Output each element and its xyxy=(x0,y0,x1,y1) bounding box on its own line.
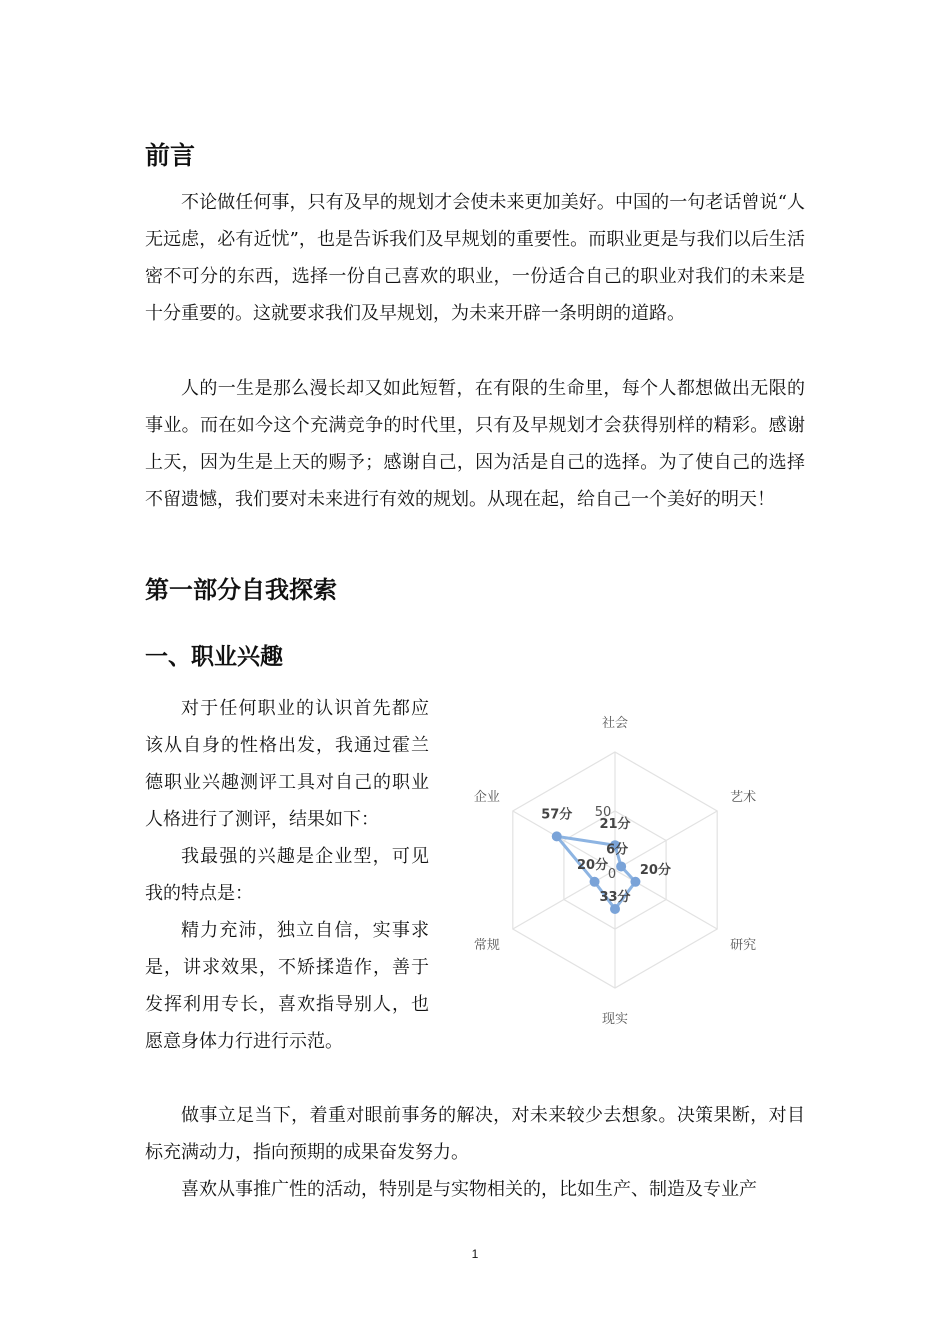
radar-axis-label: 企业 xyxy=(473,790,500,805)
radar-axis-label: 艺术 xyxy=(730,790,757,805)
radar-ring-label-0: 0 xyxy=(607,867,617,882)
page-number: 1 xyxy=(471,1247,479,1261)
radar-value-label: 33分 xyxy=(599,889,631,905)
interest-paragraph-1: 对于任何职业的认识首先都应该从自身的性格出发，我通过霍兰德职业兴趣测评工具对自己的职业人格进行了测评，结果如下： xyxy=(145,698,429,830)
radar-point-2 xyxy=(630,877,640,887)
interest-paragraph-3: 精力充沛，独立自信，实事求是，讲求效果，不矫揉造作，善于发挥利用专长，喜欢指导别人，也愿意身体力行进行示范。 xyxy=(145,920,429,1052)
interest-paragraph-5: 喜欢从事推广性的活动，特别是与实物相关的，比如生产、制造及专业产 xyxy=(181,1179,757,1200)
radar-axis-label: 研究 xyxy=(730,938,757,953)
radar-point-3 xyxy=(610,904,620,914)
interest-paragraph-2: 我最强的兴趣是企业型，可见我的特点是： xyxy=(145,846,429,904)
radar-value-label: 6分 xyxy=(606,842,629,858)
radar-value-label: 20分 xyxy=(639,862,671,878)
section1-heading: 一、职业兴趣 xyxy=(145,644,283,670)
interest-text-full xyxy=(145,1097,805,1208)
radar-axis-label: 常规 xyxy=(473,938,500,953)
radar-axis-label: 现实 xyxy=(601,1012,629,1027)
preface-paragraph-2: 人的一生是那么漫长却又如此短暂，在有限的生命里，每个人都想做出无限的事业。而在如今这个充满竞争的时代里，只有及早规划才会获得别样的精彩。感谢上天，因为生是上天的赐予；感谢自己，因为活是自己的选择。为了使自己的选择不留遗憾，我们要对未来进行有效的规划。从现在起，给自己一个美好的明天！ xyxy=(145,378,805,510)
interest-paragraph-4: 做事立足当下，着重对眼前事务的解决，对未来较少去想象。决策果断，对目标充满动力，指向预期的成果奋发努力。 xyxy=(145,1105,805,1163)
preface-heading: 前言 xyxy=(145,141,196,170)
part1-heading: 第一部分自我探索 xyxy=(145,576,337,604)
radar-ring-label-50: 50 xyxy=(594,805,612,820)
radar-value-label: 20分 xyxy=(577,857,609,873)
radar-value-label: 21分 xyxy=(599,817,631,833)
radar-value-label: 57分 xyxy=(541,807,573,823)
radar-axis-label: 社会 xyxy=(601,716,629,731)
radar-point-5 xyxy=(552,831,562,841)
radar-point-4 xyxy=(590,877,600,887)
preface-paragraph-1: 不论做任何事，只有及早的规划才会使未来更加美好。中国的一句老话曾说“人无远虑，必有近忧”，也是告诉我们及早规划的重要性。而职业更是与我们以后生活密不可分的东西，选择一份自己喜欢的职业，一份适合自己的职业对我们的未来是十分重要的。这就要求我们及早规划，为未来开辟一条明朗的道路。 xyxy=(145,192,805,324)
interest-text-column xyxy=(145,690,429,1060)
radar-svg xyxy=(440,700,800,1060)
holland-radar-chart xyxy=(440,700,800,1060)
radar-point-1 xyxy=(616,861,626,871)
